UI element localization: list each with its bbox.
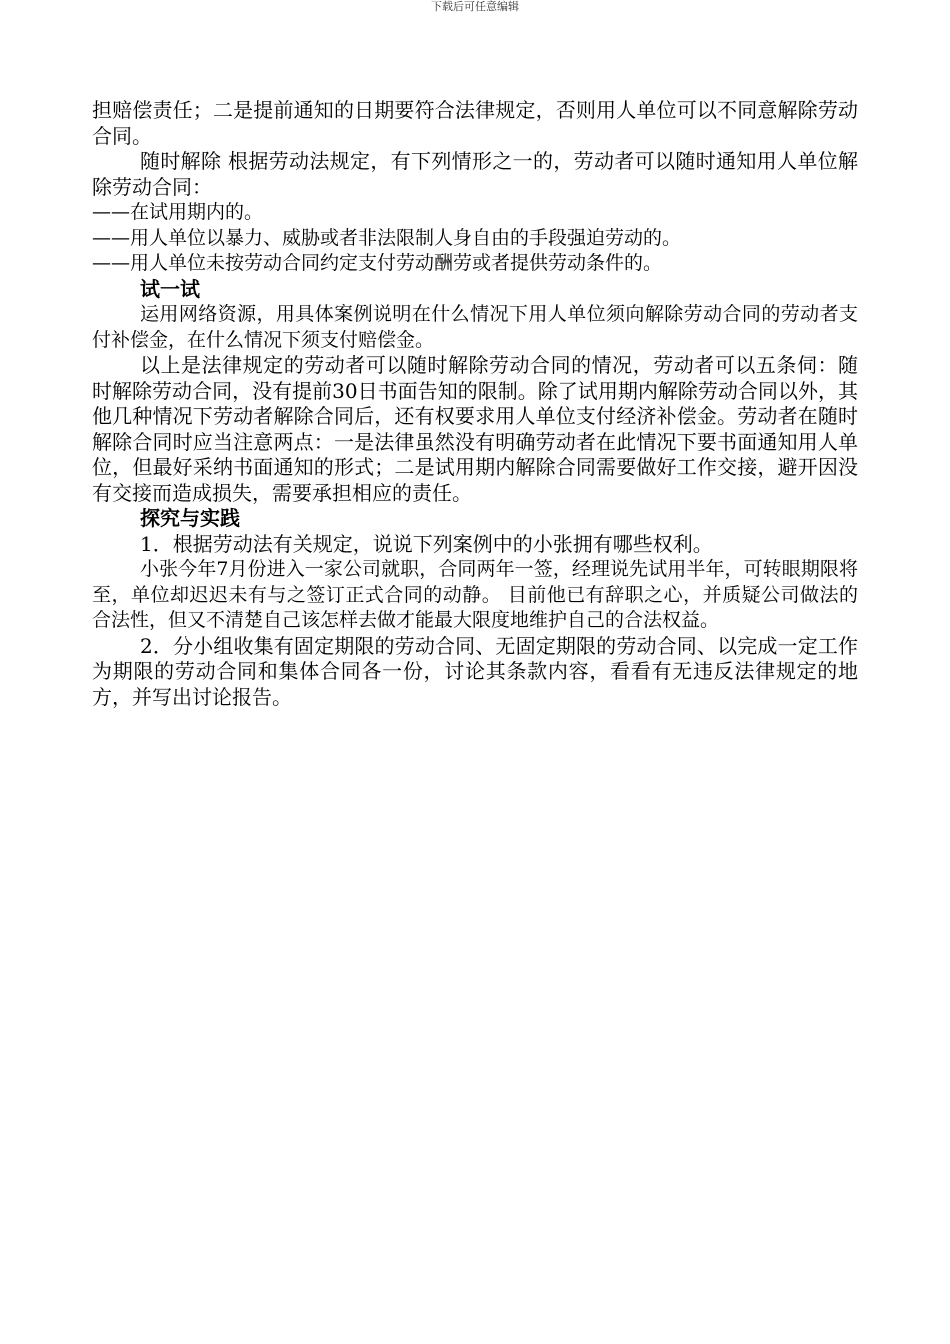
paragraph-try-it-task: 运用网络资源，用具体案例说明在什么情况下用人单位须向解除劳动合同的劳动者支付补偿金，在什么情况下须支付赔偿金。 — [92, 303, 858, 351]
paragraph-immediate-termination: 随时解除 根据劳动法规定，有下列情形之一的，劳动者可以随时通知用人单位解除劳动合同： — [92, 149, 858, 199]
paragraph-task-1: 1．根据劳动法有关规定，说说下列案例中的小张拥有哪些权利。 — [140, 531, 713, 556]
list-item-unpaid-wages: ——用人单位未按劳动合同约定支付劳动酬劳或者提供劳动条件的。 — [92, 252, 663, 274]
heading-try-it: 试一试 — [140, 276, 200, 301]
paragraph-case-study: 小张今年7月份进入一家公司就职，合同两年一签，经理说先试用半年，可转眼期限将至，单位却迟迟未有与之签订正式合同的动静。 目前他已有辞职之心，并质疑公司做法的合法性，但又不清楚自己该怎样去做才能最大限度地维护自己的合法权益。 — [92, 558, 858, 631]
list-item-forced-labor: ——用人单位以暴力、威胁或者非法限制人身自由的手段强迫劳动的。 — [92, 226, 682, 249]
document-body — [92, 98, 858, 710]
paragraph-task-2: 2．分小组收集有固定期限的劳动合同、无固定期限的劳动合同、以完成一定工作为期限的劳动合同和集体合同各一份，讨论其条款内容，看看有无违反法律规定的地方，并写出讨论报告。 — [92, 633, 858, 709]
paragraph-liability: 担赔偿责任；二是提前通知的日期要符合法律规定，否则用人单位可以不同意解除劳动合同。 — [92, 98, 858, 148]
heading-explore-practice: 探究与实践 — [140, 506, 240, 530]
page-header-note: 下载后可任意编辑 — [431, 0, 519, 13]
list-item-probation: ——在试用期内的。 — [92, 201, 264, 223]
paragraph-summary: 以上是法律规定的劳动者可以随时解除劳动合同的情况，劳动者可以五条伺：随时解除劳动合同，没有提前30日书面告知的限制。除了试用期内解除劳动合同以外，其他几种情况下劳动者解除合同后，还有权要求用人单位支付经济补偿金。劳动者在随时解除合同时应当注意两点：一是法律虽然没有明确劳动者在此情况下要书面通知用人单位，但最好采纳书面通知的形式；二是试用期内解除合同需要做好工作交接，避开因没有交接而造成损失，需要承担相应的责任。 — [92, 353, 858, 505]
